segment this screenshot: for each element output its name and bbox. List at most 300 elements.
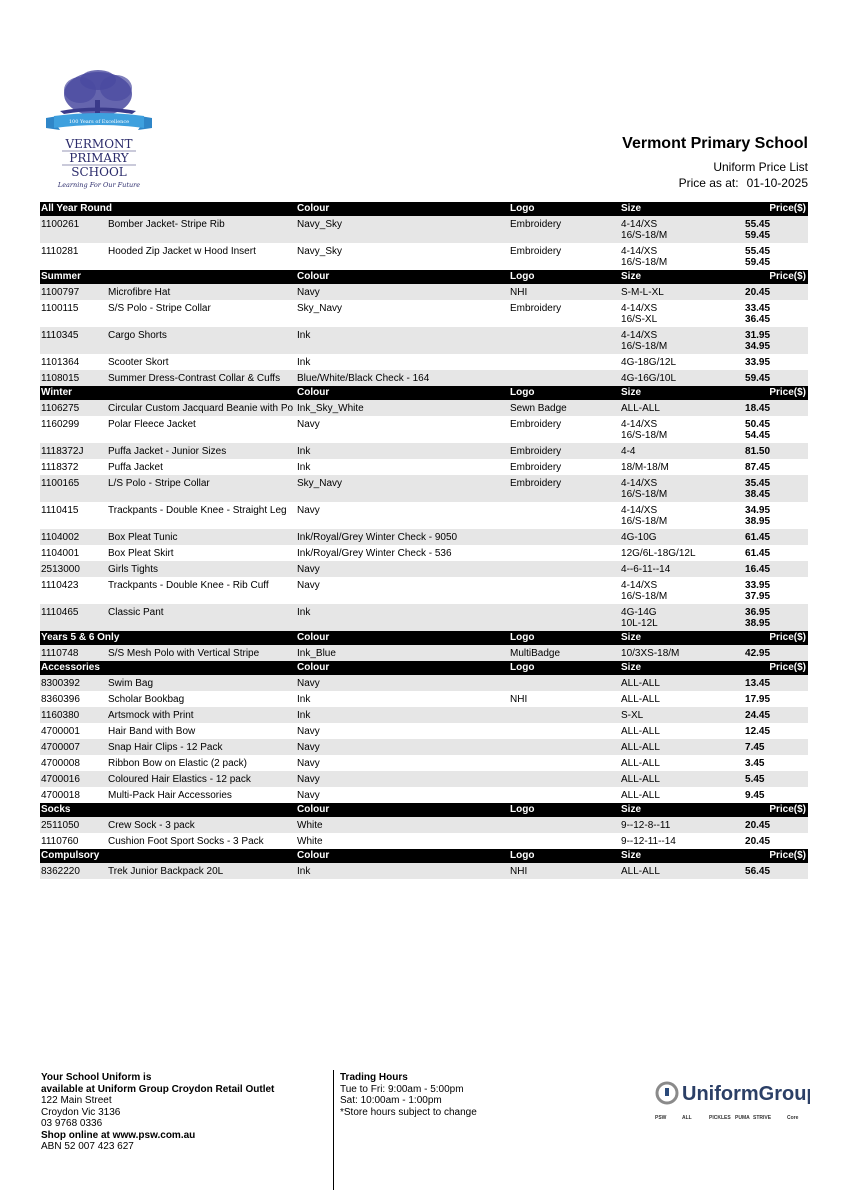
price-value: 38.95 — [745, 516, 771, 527]
product-sizes — [620, 545, 744, 561]
logo-banner-text: 100 Years of Excellence — [68, 119, 130, 125]
store-address-2: Croydon Vic 3136 — [41, 1106, 121, 1118]
product-logo — [509, 327, 620, 354]
size-range: 4-14/XS — [621, 580, 658, 591]
product-code: 2511050 — [40, 817, 107, 833]
size-range: 4G-18G/12L — [621, 357, 677, 368]
size-range: ALL-ALL — [621, 726, 660, 737]
table-row — [40, 502, 808, 529]
product-description: S/S Polo - Stripe Collar — [108, 303, 211, 314]
product-description: Circular Custom Jacquard Beanie with Po — [107, 400, 296, 416]
product-code: 1106275 — [40, 400, 107, 416]
product-logo: Embroidery — [510, 419, 562, 430]
logo-heading: Logo — [509, 386, 620, 400]
product-code: 4700016 — [40, 771, 107, 787]
product-sizes — [620, 327, 744, 354]
product-logo — [509, 771, 620, 787]
product-colour: Navy — [297, 580, 320, 591]
table-row — [40, 545, 808, 561]
price-value: 36.45 — [745, 314, 771, 325]
price-heading: Price($) — [744, 631, 808, 645]
price-heading: Price($) — [744, 202, 808, 216]
product-colour: Blue/White/Black Check - 164 — [296, 370, 509, 386]
price-value: 34.95 — [745, 505, 771, 516]
product-colour: White — [296, 817, 509, 833]
product-sizes — [620, 370, 744, 386]
product-prices — [744, 284, 808, 300]
colour-heading: Colour — [296, 803, 509, 817]
colour-heading: Colour — [296, 202, 509, 216]
table-row — [40, 354, 808, 370]
school-logo — [40, 66, 158, 190]
product-sizes — [620, 604, 744, 631]
size-range: ALL-ALL — [621, 790, 660, 801]
size-range: 4--6-11--14 — [621, 564, 671, 575]
product-prices — [744, 755, 808, 771]
product-colour: Navy — [297, 419, 320, 430]
size-range: 4G-10G — [621, 532, 657, 543]
table-row — [40, 443, 808, 459]
size-range: S-XL — [621, 710, 644, 721]
size-range: ALL-ALL — [621, 866, 660, 877]
product-logo — [509, 502, 620, 529]
product-logo: Embroidery — [509, 475, 620, 502]
size-range: 10L-12L — [621, 618, 658, 629]
table-row — [40, 723, 808, 739]
product-logo — [509, 354, 620, 370]
section-title: Compulsory — [40, 849, 296, 863]
section-title: Summer — [40, 270, 296, 284]
product-prices — [744, 604, 808, 631]
price-value: 20.45 — [745, 287, 771, 298]
shop-online-link[interactable]: Shop online at www.psw.com.au — [41, 1129, 196, 1141]
product-description: Ribbon Bow on Elastic (2 pack) — [108, 758, 247, 769]
product-colour: Navy — [296, 739, 509, 755]
product-logo — [509, 561, 620, 577]
product-sizes — [620, 502, 744, 529]
uniform-group-logo — [655, 1074, 810, 1126]
price-value: 16.45 — [745, 564, 771, 575]
product-sizes — [620, 354, 744, 370]
footer-divider — [333, 1070, 334, 1190]
table-row — [40, 817, 808, 833]
product-code: 1110423 — [41, 580, 79, 591]
product-colour: Ink — [296, 443, 509, 459]
size-range: 4G-14G — [621, 607, 657, 618]
price-value: 55.45 — [745, 219, 771, 230]
product-description: Scholar Bookbag — [108, 694, 185, 705]
table-row — [40, 604, 808, 631]
trading-hours — [340, 1072, 477, 1118]
size-range: 12G/6L-18G/12L — [621, 548, 696, 559]
product-description: Girls Tights — [107, 561, 296, 577]
product-colour: Sky_Navy — [296, 475, 509, 502]
price-value: 34.95 — [745, 341, 771, 352]
price-heading: Price($) — [744, 270, 808, 284]
product-prices — [744, 723, 808, 739]
product-description: Snap Hair Clips - 12 Pack — [107, 739, 296, 755]
brand-psw: PSW — [655, 1115, 667, 1121]
product-sizes — [620, 475, 744, 502]
table-row — [40, 327, 808, 354]
section-header — [40, 270, 808, 284]
brand-core: Core — [787, 1115, 799, 1121]
product-sizes — [620, 243, 744, 270]
price-value: 36.95 — [745, 607, 771, 618]
price-value: 59.45 — [745, 373, 771, 384]
size-range: ALL-ALL — [621, 694, 660, 705]
product-logo: Sewn Badge — [509, 400, 620, 416]
product-prices — [744, 502, 808, 529]
logo-line-1: VERMONT — [65, 137, 133, 151]
size-range: 4-14/XS — [621, 303, 658, 314]
product-sizes — [620, 577, 744, 604]
section-title: Years 5 & 6 Only — [40, 631, 296, 645]
table-row — [40, 771, 808, 787]
product-prices — [744, 300, 808, 327]
size-heading: Size — [620, 631, 744, 645]
product-code: 1118372 — [41, 462, 79, 473]
size-range: 16/S-18/M — [621, 516, 668, 527]
product-colour: Navy — [296, 675, 509, 691]
product-description: Trackpants - Double Knee - Rib Cuff — [108, 580, 269, 591]
product-description: Microfibre Hat — [107, 284, 296, 300]
product-prices — [744, 645, 808, 661]
logo-heading: Logo — [509, 849, 620, 863]
product-prices — [744, 459, 808, 475]
product-colour: Navy_Sky — [296, 216, 509, 243]
size-range: ALL-ALL — [621, 758, 660, 769]
product-prices — [744, 216, 808, 243]
table-row — [40, 284, 808, 300]
product-sizes — [620, 645, 744, 661]
product-prices — [744, 707, 808, 723]
product-sizes — [620, 691, 744, 707]
size-range: 9--12-8--11 — [621, 820, 671, 831]
product-colour: Ink — [297, 462, 311, 473]
product-logo — [509, 833, 620, 849]
product-colour: Ink — [297, 357, 311, 368]
section-title: Socks — [40, 803, 296, 817]
table-row — [40, 691, 808, 707]
product-description: Summer Dress-Contrast Collar & Cuffs — [107, 370, 296, 386]
product-description: L/S Polo - Stripe Collar — [107, 475, 296, 502]
product-code: 1108015 — [40, 370, 107, 386]
product-prices — [744, 545, 808, 561]
section-title: Accessories — [40, 661, 296, 675]
product-code: 4700008 — [41, 758, 80, 769]
size-range: 4G-16G/10L — [621, 373, 677, 384]
price-value: 61.45 — [745, 548, 771, 559]
size-range: ALL-ALL — [621, 403, 660, 414]
product-logo — [509, 577, 620, 604]
product-logo — [509, 529, 620, 545]
product-logo — [509, 739, 620, 755]
product-sizes — [620, 300, 744, 327]
product-description: Swim Bag — [107, 675, 296, 691]
size-range: 4-14/XS — [621, 330, 658, 341]
size-range: S-M-L-XL — [621, 287, 664, 298]
section-header — [40, 202, 808, 216]
product-prices — [744, 863, 808, 879]
price-as-at-date: 01-10-2025 — [746, 176, 808, 190]
table-row — [40, 370, 808, 386]
product-prices — [744, 370, 808, 386]
product-logo — [509, 723, 620, 739]
size-range: 16/S-18/M — [621, 591, 668, 602]
price-value: 7.45 — [745, 742, 765, 753]
colour-heading: Colour — [296, 270, 509, 284]
store-address-1: 122 Main Street — [41, 1095, 112, 1106]
product-colour: Ink_Sky_White — [296, 400, 509, 416]
brand-strive: STRIVE — [753, 1115, 772, 1121]
logo-line-2: PRIMARY — [69, 151, 129, 165]
product-prices — [744, 327, 808, 354]
product-logo: Embroidery — [510, 246, 562, 257]
size-range: 4-4 — [621, 446, 636, 457]
product-prices — [744, 400, 808, 416]
size-heading: Size — [620, 803, 744, 817]
product-sizes — [620, 707, 744, 723]
table-row — [40, 561, 808, 577]
price-value: 5.45 — [745, 774, 765, 785]
product-code: 1110415 — [41, 505, 79, 516]
product-description: S/S Mesh Polo with Vertical Stripe — [107, 645, 296, 661]
product-code: 1160380 — [40, 707, 107, 723]
price-heading: Price($) — [744, 849, 808, 863]
product-code: 1101364 — [41, 357, 80, 368]
price-value: 33.95 — [745, 357, 771, 368]
footer — [0, 1068, 849, 1192]
product-code: 1110748 — [40, 645, 107, 661]
product-sizes — [620, 416, 744, 443]
size-range: ALL-ALL — [621, 774, 660, 785]
product-logo — [509, 604, 620, 631]
product-colour: Navy — [296, 284, 509, 300]
size-range: 16/S-18/M — [621, 489, 668, 500]
product-logo: Embroidery — [509, 443, 620, 459]
product-colour: Ink — [296, 604, 509, 631]
table-row — [40, 755, 808, 771]
product-prices — [744, 561, 808, 577]
price-heading: Price($) — [744, 661, 808, 675]
product-logo: NHI — [509, 284, 620, 300]
table-row — [40, 475, 808, 502]
product-logo — [509, 817, 620, 833]
size-range: 16/S-18/M — [621, 430, 668, 441]
product-code: 1100115 — [41, 303, 79, 314]
logo-heading: Logo — [509, 803, 620, 817]
product-description: Classic Pant — [107, 604, 296, 631]
product-description: Puffa Jacket - Junior Sizes — [107, 443, 296, 459]
product-prices — [744, 416, 808, 443]
price-value: 59.45 — [745, 257, 771, 268]
product-prices — [744, 771, 808, 787]
section-header — [40, 849, 808, 863]
trading-hours-note: *Store hours subject to change — [340, 1106, 477, 1118]
product-sizes — [620, 529, 744, 545]
price-value: 56.45 — [745, 866, 771, 877]
product-colour: Sky_Navy — [297, 303, 343, 314]
price-list-name: Uniform Price List — [713, 160, 808, 174]
colour-heading: Colour — [296, 661, 509, 675]
product-sizes — [620, 863, 744, 879]
table-row — [40, 243, 808, 270]
product-code: 1104002 — [40, 529, 107, 545]
table-row — [40, 645, 808, 661]
product-description: Trackpants - Double Knee - Straight Leg — [108, 505, 287, 516]
product-sizes — [620, 561, 744, 577]
size-range: 16/S-18/M — [621, 230, 668, 241]
section-header — [40, 661, 808, 675]
size-heading: Size — [620, 661, 744, 675]
price-value: 33.45 — [745, 303, 771, 314]
price-value: 24.45 — [745, 710, 771, 721]
logo-heading: Logo — [509, 661, 620, 675]
price-value: 38.45 — [745, 489, 771, 500]
logo-heading: Logo — [509, 202, 620, 216]
product-code: 8360396 — [41, 694, 80, 705]
product-description: Hooded Zip Jacket w Hood Insert — [108, 246, 256, 257]
product-code: 1160299 — [41, 419, 80, 430]
table-row — [40, 216, 808, 243]
logo-heading: Logo — [509, 631, 620, 645]
product-code: 1110345 — [40, 327, 107, 354]
product-colour: Ink — [296, 863, 509, 879]
product-sizes — [620, 817, 744, 833]
product-colour: Ink — [297, 694, 311, 705]
store-line-1: Your School Uniform is — [41, 1072, 152, 1083]
product-code: 1100165 — [40, 475, 107, 502]
price-value: 3.45 — [745, 758, 765, 769]
product-description: Bomber Jacket- Stripe Rib — [107, 216, 296, 243]
product-prices — [744, 475, 808, 502]
table-row — [40, 416, 808, 443]
product-sizes — [620, 675, 744, 691]
price-value: 50.45 — [745, 419, 771, 430]
product-sizes — [620, 216, 744, 243]
product-prices — [744, 529, 808, 545]
product-colour: Ink/Royal/Grey Winter Check - 536 — [297, 548, 452, 559]
product-logo — [509, 755, 620, 771]
table-row — [40, 675, 808, 691]
product-colour: Ink/Royal/Grey Winter Check - 9050 — [296, 529, 509, 545]
trading-hours-title: Trading Hours — [340, 1072, 408, 1083]
product-sizes — [620, 400, 744, 416]
table-row — [40, 739, 808, 755]
price-heading: Price($) — [744, 803, 808, 817]
product-logo: NHI — [510, 694, 528, 705]
price-value: 55.45 — [745, 246, 771, 257]
product-sizes — [620, 771, 744, 787]
logo-heading: Logo — [509, 270, 620, 284]
product-code: 1100261 — [40, 216, 107, 243]
product-description: Box Pleat Tunic — [107, 529, 296, 545]
product-colour: Ink — [296, 327, 509, 354]
price-value: 61.45 — [745, 532, 771, 543]
product-logo: Embroidery — [509, 216, 620, 243]
price-value: 31.95 — [745, 330, 771, 341]
price-heading: Price($) — [744, 386, 808, 400]
price-table-body — [40, 202, 808, 879]
product-description: Hair Band with Bow — [108, 726, 196, 737]
abn: ABN 52 007 423 627 — [41, 1141, 134, 1152]
product-code: 2513000 — [40, 561, 107, 577]
trading-hours-saturday: Sat: 10:00am - 1:00pm — [340, 1095, 442, 1106]
product-sizes — [620, 787, 744, 803]
colour-heading: Colour — [296, 849, 509, 863]
price-value: 20.45 — [745, 836, 771, 847]
table-row — [40, 863, 808, 879]
product-code: 8300392 — [40, 675, 107, 691]
trading-hours-weekday: Tue to Fri: 9:00am - 5:00pm — [340, 1083, 464, 1095]
price-value: 42.95 — [745, 648, 771, 659]
size-range: 10/3XS-18/M — [621, 648, 680, 659]
product-logo — [509, 675, 620, 691]
size-range: ALL-ALL — [621, 678, 660, 689]
size-heading: Size — [620, 202, 744, 216]
product-code: 4700001 — [41, 726, 80, 737]
table-row — [40, 577, 808, 604]
price-value: 12.45 — [745, 726, 771, 737]
product-description: Polar Fleece Jacket — [108, 419, 196, 430]
product-sizes — [620, 284, 744, 300]
price-value: 20.45 — [745, 820, 771, 831]
price-value: 59.45 — [745, 230, 771, 241]
product-prices — [744, 817, 808, 833]
product-prices — [744, 787, 808, 803]
product-description: Crew Sock - 3 pack — [107, 817, 296, 833]
price-value: 81.50 — [745, 446, 771, 457]
school-name: Vermont Primary School — [622, 135, 808, 152]
price-as-at-label: Price as at: — [678, 176, 739, 190]
section-title: All Year Round — [40, 202, 296, 216]
brand-name: UniformGroup — [682, 1083, 810, 1105]
table-row — [40, 707, 808, 723]
size-range: 18/M-18/M — [621, 462, 669, 473]
title-block — [622, 135, 808, 190]
product-colour: Navy — [297, 758, 320, 769]
price-as-at — [622, 176, 808, 190]
product-prices — [744, 243, 808, 270]
product-code: 1100797 — [40, 284, 107, 300]
product-description: Cushion Foot Sport Socks - 3 Pack — [108, 836, 264, 847]
colour-heading: Colour — [296, 631, 509, 645]
product-sizes — [620, 755, 744, 771]
product-sizes — [620, 723, 744, 739]
product-sizes — [620, 739, 744, 755]
product-description: Artsmock with Print — [107, 707, 296, 723]
table-row — [40, 833, 808, 849]
product-colour: White — [297, 836, 323, 847]
product-logo — [509, 707, 620, 723]
size-range: 4-14/XS — [621, 478, 658, 489]
product-colour: Ink — [296, 707, 509, 723]
section-title: Winter — [40, 386, 296, 400]
product-logo: Embroidery — [510, 303, 562, 314]
brand-puma: PUMA — [735, 1115, 750, 1121]
product-code: 1104001 — [41, 548, 80, 559]
product-sizes — [620, 833, 744, 849]
product-colour: Navy — [296, 561, 509, 577]
price-table — [40, 202, 808, 879]
product-colour: Ink_Blue — [296, 645, 509, 661]
product-colour: Navy_Sky — [297, 246, 343, 257]
product-description: Coloured Hair Elastics - 12 pack — [107, 771, 296, 787]
size-range: 4-14/XS — [621, 419, 658, 430]
size-heading: Size — [620, 849, 744, 863]
product-colour: Navy — [296, 771, 509, 787]
